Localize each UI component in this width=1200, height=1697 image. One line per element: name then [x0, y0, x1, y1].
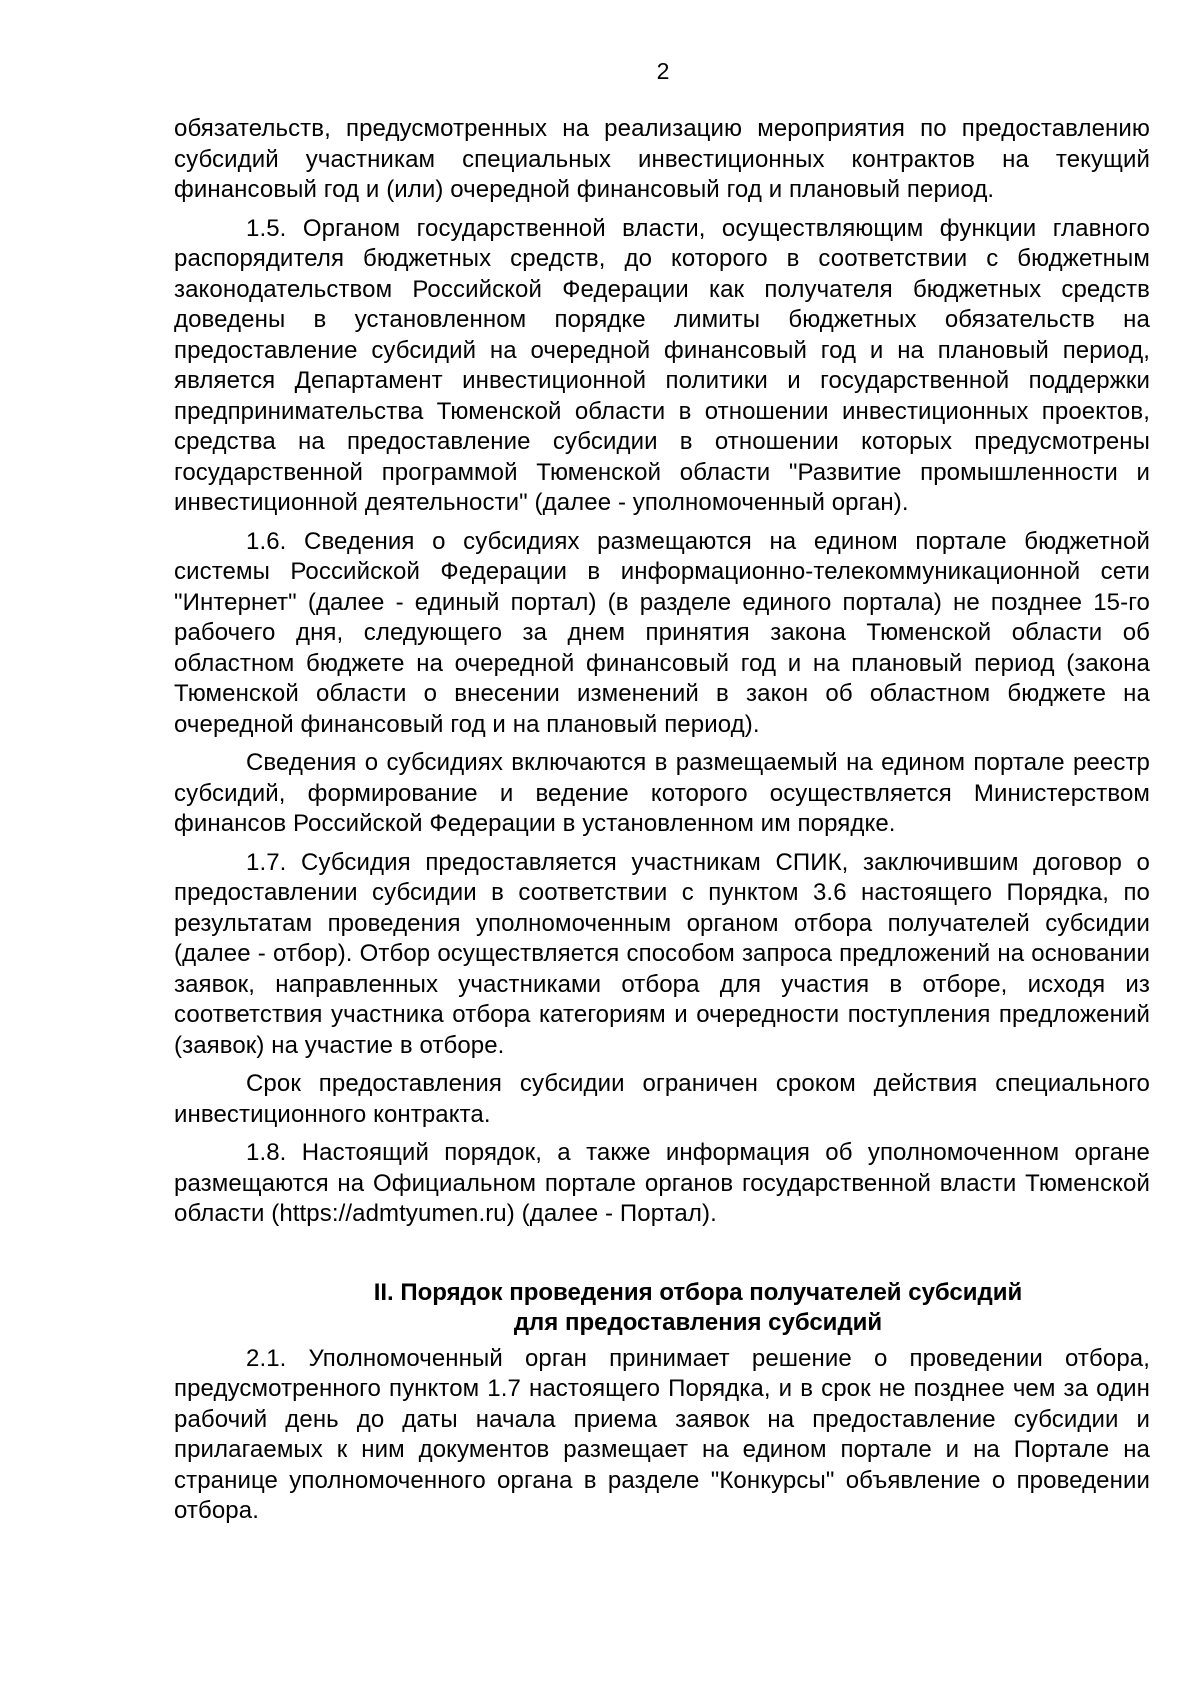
paragraph-1-6: 1.6. Сведения о субсидиях размещаются на едином портале бюджетной системы Российской Федерации в информационно-телекоммуникационной сети "Интернет" (далее - единый портал) (в разделе единого портала) не позднее 15-го рабочего дня, следующего за днем принятия закона Тюменской области об областном бюджете на очередной финансовый год и на плановый период (закона Тюменской области о внесении изменений в закон об областном бюджете на очередной финансовый год и на плановый период).: [174, 527, 1150, 738]
paragraph-1-8: 1.8. Настоящий порядок, а также информация об уполномоченном органе размещаются на Официальном портале органов государственной власти Тюменской области (https://admtyumen.ru) (далее - Портал).: [174, 1139, 1150, 1227]
paragraph-1-7-term: Срок предоставления субсидии ограничен сроком действия специального инвестиционного контракта.: [174, 1070, 1150, 1128]
section-heading-line-1: II. Порядок проведения отбора получателей субсидий: [373, 1278, 1023, 1306]
paragraph-1-5: 1.5. Органом государственной власти, осуществляющим функции главного распорядителя бюджетных средств, до которого в соответствии с бюджетным законодательством Российской Федерации как получателя бюджетных средств доведены в установленном порядке лимиты бюджетных обязательств на предоставление субсидий на очередной финансовый год и на плановый период, является Департамент инвестиционной политики и государственной поддержки предпринимательства Тюменской области в отношении инвестиционных проектов, средства на предоставление субсидии в отношении которых предусмотрены государственной программой Тюменской области "Развитие промышленности и инвестиционной деятельности" (далее - уполномоченный орган).: [174, 214, 1150, 516]
paragraph-continuation: обязательств, предусмотренных на реализацию мероприятия по предоставлению субсидий участникам специальных инвестиционных контрактов на текущий финансовый год и (или) очередной финансовый год и плановый период.: [174, 115, 1150, 203]
paragraph-2-1: 2.1. Уполномоченный орган принимает решение о проведении отбора, предусмотренного пунктом 1.7 настоящего Порядка, и в срок не позднее чем за один рабочий день до даты начала приема заявок на предоставление субсидии и прилагаемых к ним документов размещает на едином портале и на Портале на странице уполномоченного органа в разделе "Конкурсы" объявление о проведении отбора.: [174, 1344, 1150, 1524]
section-heading-line-2: для предоставления субсидий: [513, 1308, 883, 1336]
section-heading: [174, 1278, 1150, 1338]
paragraph-1-6-registry: Сведения о субсидиях включаются в размещаемый на едином портале реестр субсидий, формирование и ведение которого осуществляется Министерством финансов Российской Федерации в установленном им порядке.: [174, 749, 1150, 837]
paragraph-1-7: 1.7. Субсидия предоставляется участникам СПИК, заключившим договор о предоставлении субсидии в соответствии с пунктом 3.6 настоящего Порядка, по результатам проведения уполномоченным органом отбора получателей субсидии (далее - отбор). Отбор осуществляется способом запроса предложений на основании заявок, направленных участниками отбора для участия в отборе, исходя из соответствия участника отбора категориям и очередности поступления предложений (заявок) на участие в отборе.: [174, 848, 1150, 1059]
document-body: [174, 114, 1150, 1535]
page-number: 2: [656, 58, 670, 84]
